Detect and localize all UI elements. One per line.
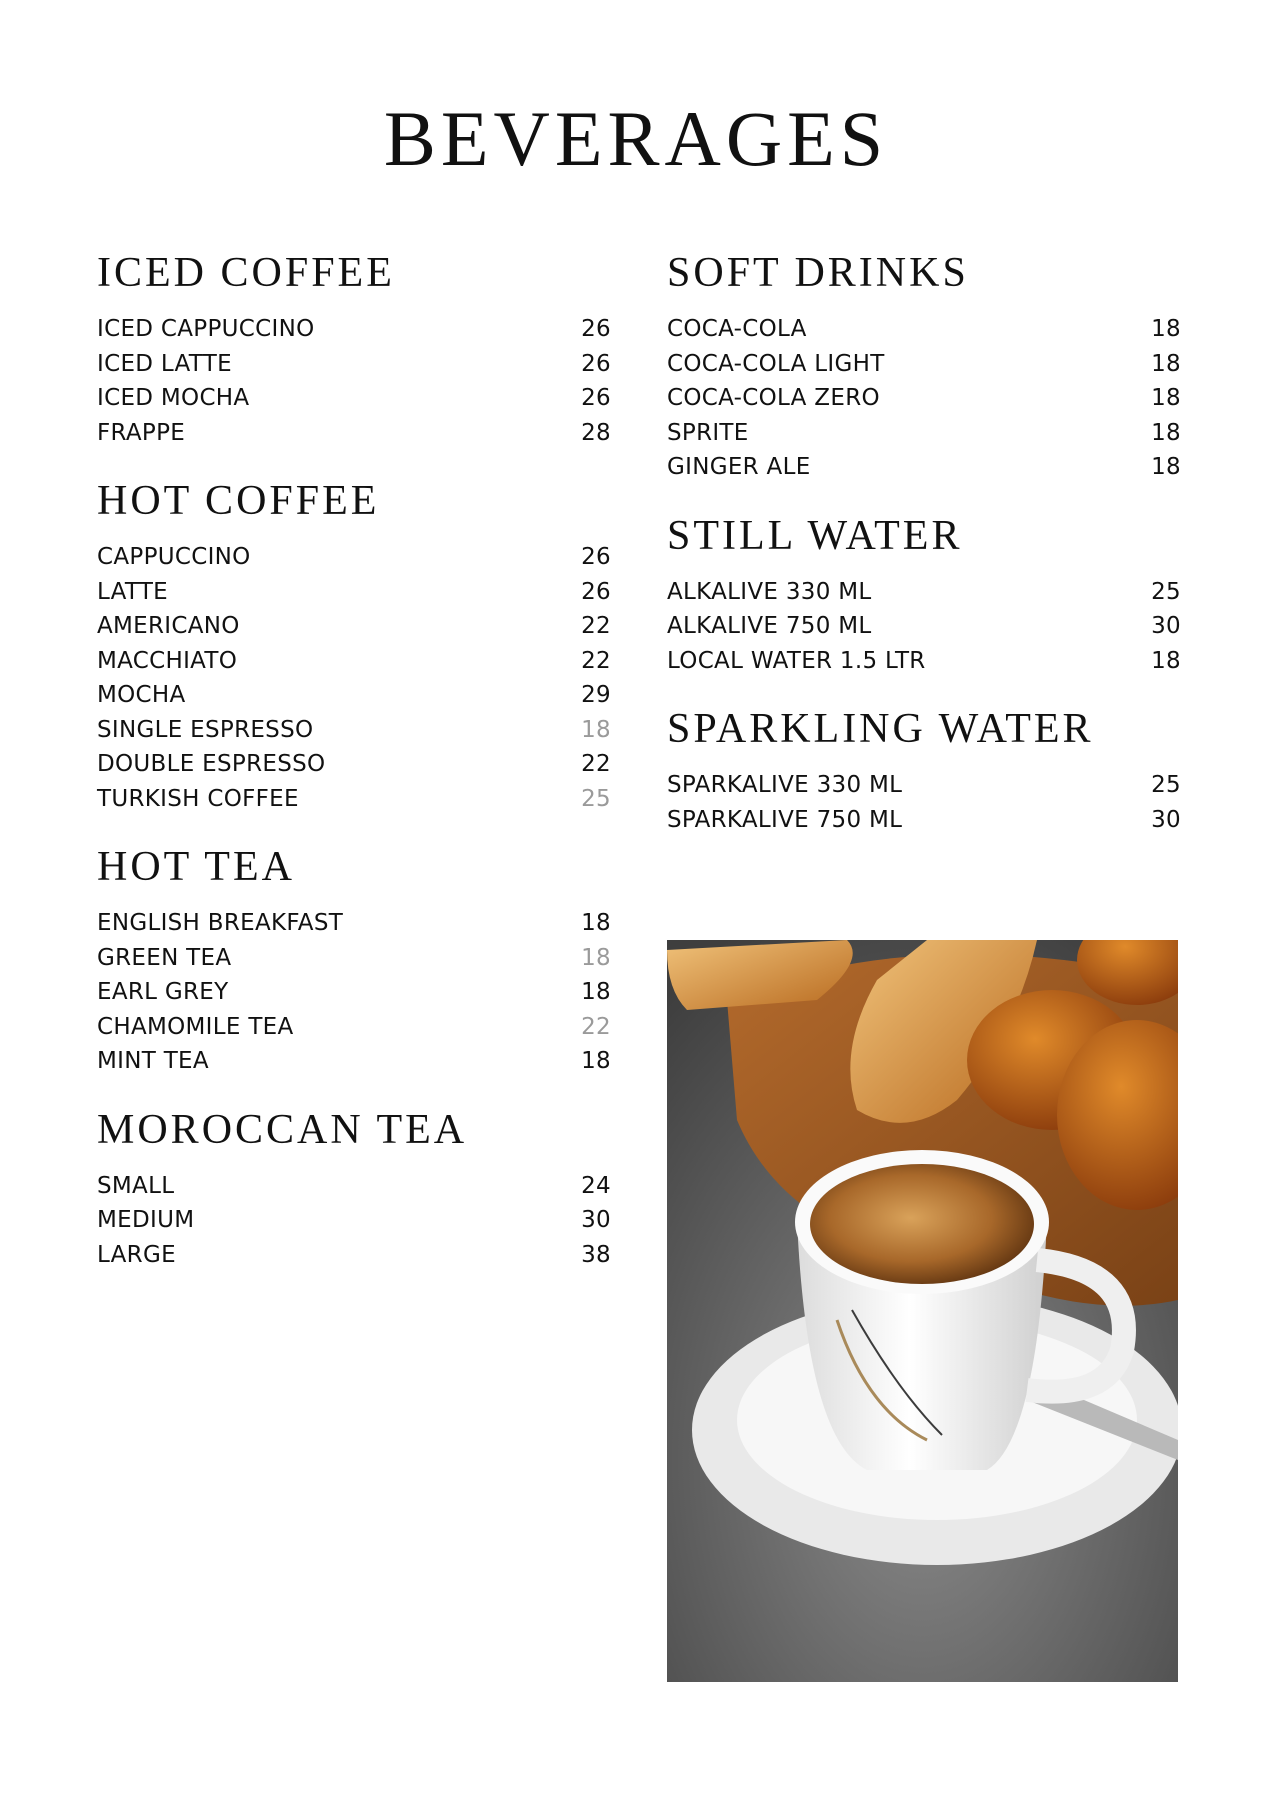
- item-name: SINGLE ESPRESSO: [97, 716, 314, 743]
- item-name: MEDIUM: [97, 1207, 195, 1233]
- item-price: 22: [581, 751, 611, 777]
- item-price: 18: [581, 979, 611, 1005]
- item-name: MOCHA: [97, 682, 186, 708]
- right-column: [667, 252, 1181, 867]
- menu-item: [97, 747, 611, 782]
- item-price: 18: [581, 944, 611, 971]
- section-moroccan-tea: [97, 1106, 611, 1273]
- item-price: 30: [581, 1207, 611, 1233]
- menu-item: [667, 803, 1181, 838]
- menu-item: [97, 347, 611, 382]
- menu-item: [97, 782, 611, 817]
- item-name: TURKISH COFFEE: [97, 785, 299, 812]
- item-name: COCA-COLA LIGHT: [667, 350, 885, 377]
- item-name: LOCAL WATER 1.5 LTR: [667, 647, 926, 674]
- menu-item: [97, 941, 611, 976]
- menu-list: [667, 768, 1181, 837]
- menu-list: [667, 312, 1181, 485]
- menu-item: [667, 312, 1181, 347]
- menu-item: [667, 768, 1181, 803]
- item-price: 26: [581, 385, 611, 411]
- menu-item: [97, 1044, 611, 1079]
- item-name: SPARKALIVE 750 ML: [667, 806, 903, 833]
- item-name: MACCHIATO: [97, 647, 238, 674]
- section-title: STILL WATER: [667, 512, 963, 559]
- section-still-water: [667, 512, 1181, 679]
- section-title: SPARKLING WATER: [667, 706, 1094, 752]
- section-title: HOT COFFEE: [97, 478, 380, 524]
- coffee-pastry-photo: [667, 940, 1178, 1682]
- item-name: GINGER ALE: [667, 454, 811, 480]
- item-price: 22: [581, 1013, 611, 1040]
- item-name: ICED CAPPUCCINO: [97, 316, 315, 342]
- menu-item: [97, 575, 611, 610]
- item-price: 18: [1151, 419, 1181, 446]
- menu-item: [97, 416, 611, 451]
- item-price: 25: [1151, 772, 1181, 798]
- item-name: GREEN TEA: [97, 944, 232, 971]
- menu-item: [97, 906, 611, 941]
- item-name: CAPPUCCINO: [97, 544, 251, 570]
- item-price: 25: [581, 785, 611, 812]
- item-name: MINT TEA: [97, 1048, 209, 1074]
- menu-item: [97, 1203, 611, 1238]
- item-name: ENGLISH BREAKFAST: [97, 910, 344, 936]
- item-name: LATTE: [97, 578, 169, 605]
- item-name: AMERICANO: [97, 613, 240, 639]
- item-price: 18: [1151, 454, 1181, 480]
- item-name: COCA-COLA: [667, 316, 807, 342]
- item-name: FRAPPE: [97, 419, 186, 446]
- section-hot-coffee: [97, 480, 611, 816]
- page-title: BEVERAGES: [383, 95, 889, 182]
- section-sparkling-water: [667, 708, 1181, 837]
- menu-item: [97, 609, 611, 644]
- section-title: ICED COFFEE: [97, 250, 395, 296]
- item-price: 26: [581, 578, 611, 605]
- menu-list: [667, 575, 1181, 679]
- section-hot-tea: [97, 846, 611, 1079]
- item-price: 26: [581, 544, 611, 570]
- item-price: 26: [581, 316, 611, 342]
- menu-item: [667, 416, 1181, 451]
- left-column: [97, 252, 611, 1302]
- menu-item: [667, 347, 1181, 382]
- menu-item: [667, 381, 1181, 416]
- item-name: ALKALIVE 330 ML: [667, 578, 872, 605]
- coffee-cup-photo-icon: [667, 940, 1178, 1682]
- menu-item: [97, 713, 611, 748]
- item-price: 18: [1151, 647, 1181, 674]
- item-price: 29: [581, 682, 611, 708]
- menu-item: [97, 540, 611, 575]
- item-price: 25: [1151, 578, 1181, 605]
- item-name: LARGE: [97, 1241, 176, 1268]
- item-name: DOUBLE ESPRESSO: [97, 751, 326, 777]
- menu-item: [667, 575, 1181, 610]
- menu-item: [97, 678, 611, 713]
- menu-item: [97, 975, 611, 1010]
- item-price: 28: [581, 419, 611, 446]
- section-title: MOROCCAN TEA: [97, 1106, 468, 1153]
- item-price: 30: [1151, 806, 1181, 833]
- item-name: CHAMOMILE TEA: [97, 1013, 294, 1040]
- item-price: 24: [581, 1172, 611, 1199]
- menu-item: [97, 1010, 611, 1045]
- item-price: 18: [581, 716, 611, 743]
- item-price: 38: [581, 1241, 611, 1268]
- menu-item: [97, 644, 611, 679]
- item-price: 18: [1151, 385, 1181, 411]
- menu-item: [667, 609, 1181, 644]
- item-price: 18: [1151, 350, 1181, 377]
- item-price: 18: [581, 910, 611, 936]
- menu-item: [97, 1238, 611, 1273]
- menu-item: [97, 312, 611, 347]
- item-price: 18: [581, 1048, 611, 1074]
- menu-list: [97, 906, 611, 1079]
- item-name: COCA-COLA ZERO: [667, 385, 880, 411]
- section-title: HOT TEA: [97, 844, 295, 890]
- menu-list: [97, 312, 611, 450]
- item-name: ALKALIVE 750 ML: [667, 613, 872, 639]
- menu-item: [97, 1169, 611, 1204]
- item-name: EARL GREY: [97, 979, 229, 1005]
- item-name: SMALL: [97, 1172, 175, 1199]
- item-name: ICED LATTE: [97, 350, 232, 377]
- item-price: 30: [1151, 613, 1181, 639]
- item-price: 22: [581, 647, 611, 674]
- menu-item: [97, 381, 611, 416]
- section-iced-coffee: [97, 252, 611, 450]
- item-price: 18: [1151, 316, 1181, 342]
- item-name: SPRITE: [667, 419, 749, 446]
- section-title: SOFT DRINKS: [667, 250, 969, 296]
- menu-item: [667, 450, 1181, 485]
- item-price: 26: [581, 350, 611, 377]
- menu-list: [97, 540, 611, 816]
- menu-item: [667, 644, 1181, 679]
- section-soft-drinks: [667, 252, 1181, 485]
- item-name: SPARKALIVE 330 ML: [667, 772, 903, 798]
- item-name: ICED MOCHA: [97, 385, 250, 411]
- item-price: 22: [581, 613, 611, 639]
- menu-list: [97, 1169, 611, 1273]
